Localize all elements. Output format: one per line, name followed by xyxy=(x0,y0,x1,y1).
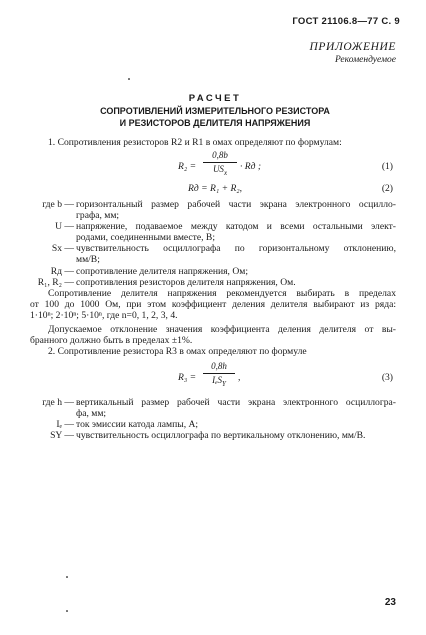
paragraph-line: бранного должно быть в пределах ±1%. xyxy=(30,335,193,346)
paragraph-line: 1·10ⁿ; 2·10ⁿ; 5·10ⁿ, где n=0, 1, 2, 3, 4. xyxy=(30,310,178,321)
definition-text: ток эмиссии катода лампы, А; xyxy=(76,419,199,430)
definition-text: вертикальный размер рабочей части экрана электронного осциллогра- xyxy=(76,397,396,408)
definition-term: Rд — xyxy=(50,266,74,277)
formula-1-rhs: · Rд ; xyxy=(240,161,262,172)
definition-term: Sx — xyxy=(51,243,74,254)
formula-2-number: (2) xyxy=(381,183,393,194)
intro-paragraph: 1. Сопротивления резисторов R2 и R1 в омах определяют по формулам: xyxy=(48,137,342,148)
definition-term: где b — xyxy=(42,199,74,210)
formula-3-rhs: , xyxy=(238,372,241,383)
section-title-line2: СОПРОТИВЛЕНИЙ ИЗМЕРИТЕЛЬНОГО РЕЗИСТОРА xyxy=(100,106,330,116)
formula-1-number: (1) xyxy=(381,161,393,172)
scan-speck xyxy=(128,78,130,80)
formula-1-denominator: $US_x$ xyxy=(212,164,228,177)
section-title: РАСЧЕТ xyxy=(188,93,242,104)
definition-text: сопротивление делителя напряжения, Ом; xyxy=(76,266,248,277)
definition-text: чувствительность осциллографа по горизонтальному отклонению, xyxy=(76,243,396,254)
section-title-line3: И РЕЗИСТОРОВ ДЕЛИТЕЛЯ НАПРЯЖЕНИЯ xyxy=(119,118,311,128)
scan-speck xyxy=(66,610,68,612)
definition-text: сопротивления резисторов делителя напряжения, Ом. xyxy=(76,277,296,288)
paragraph-line: Сопротивление делителя напряжения рекомендуется выбирать в пределах xyxy=(48,288,396,299)
formula-3-number: (3) xyxy=(381,372,393,383)
item-2-paragraph: 2. Сопротивление резистора R3 в омах определяют по формуле xyxy=(48,346,307,357)
definition-term: SY — xyxy=(50,430,74,441)
definition-text: графа, мм; xyxy=(76,210,120,221)
definition-text: чувствительность осциллографа по вертикальному отклонению, мм/В. xyxy=(76,430,366,441)
formula-3-numerator: 0,8h xyxy=(211,361,227,371)
formula-3-denominator: IₑS$_Y$ xyxy=(212,375,226,388)
definition-text: мм/В; xyxy=(76,254,100,265)
paragraph-line: от 100 до 1000 Ом, при этом коэффициент деления делителя выбирают из ряда: xyxy=(30,299,396,310)
definition-text: родами, соединенными вместе, В; xyxy=(76,232,215,243)
formula-1-lhs: R₂ = xyxy=(178,161,197,172)
formula-1-numerator: 0,8b xyxy=(212,150,228,160)
definition-text: напряжение, подаваемое между катодом и всеми остальными элект- xyxy=(76,221,396,232)
appendix-label xyxy=(310,40,396,67)
formula-3-fraction-bar xyxy=(203,373,235,374)
definition-term: где h — xyxy=(42,397,74,408)
formula-1-fraction-bar xyxy=(203,162,237,163)
formula-2-text: Rд = R₁ + R₂, xyxy=(188,183,243,194)
document-header: ГОСТ 21106.8—77 С. 9 xyxy=(292,16,400,27)
scan-speck xyxy=(66,576,68,578)
definition-term: U — xyxy=(55,221,74,232)
page-number: 23 xyxy=(384,597,396,608)
formula-3-lhs: R₃ = xyxy=(178,372,197,383)
appendix-title: ПРИЛОЖЕНИЕ xyxy=(309,41,396,53)
appendix-subtitle: Рекомендуемое xyxy=(334,55,396,65)
definition-term: Iₑ — xyxy=(56,419,74,430)
definition-term: R₁, R₂ — xyxy=(37,277,74,288)
definition-text: фа, мм; xyxy=(76,408,107,419)
definition-text: горизонтальный размер рабочей части экрана электронного осцилло- xyxy=(76,199,396,210)
paragraph-line: Допускаемое отклонение значения коэффициента деления делителя от вы- xyxy=(48,324,396,335)
